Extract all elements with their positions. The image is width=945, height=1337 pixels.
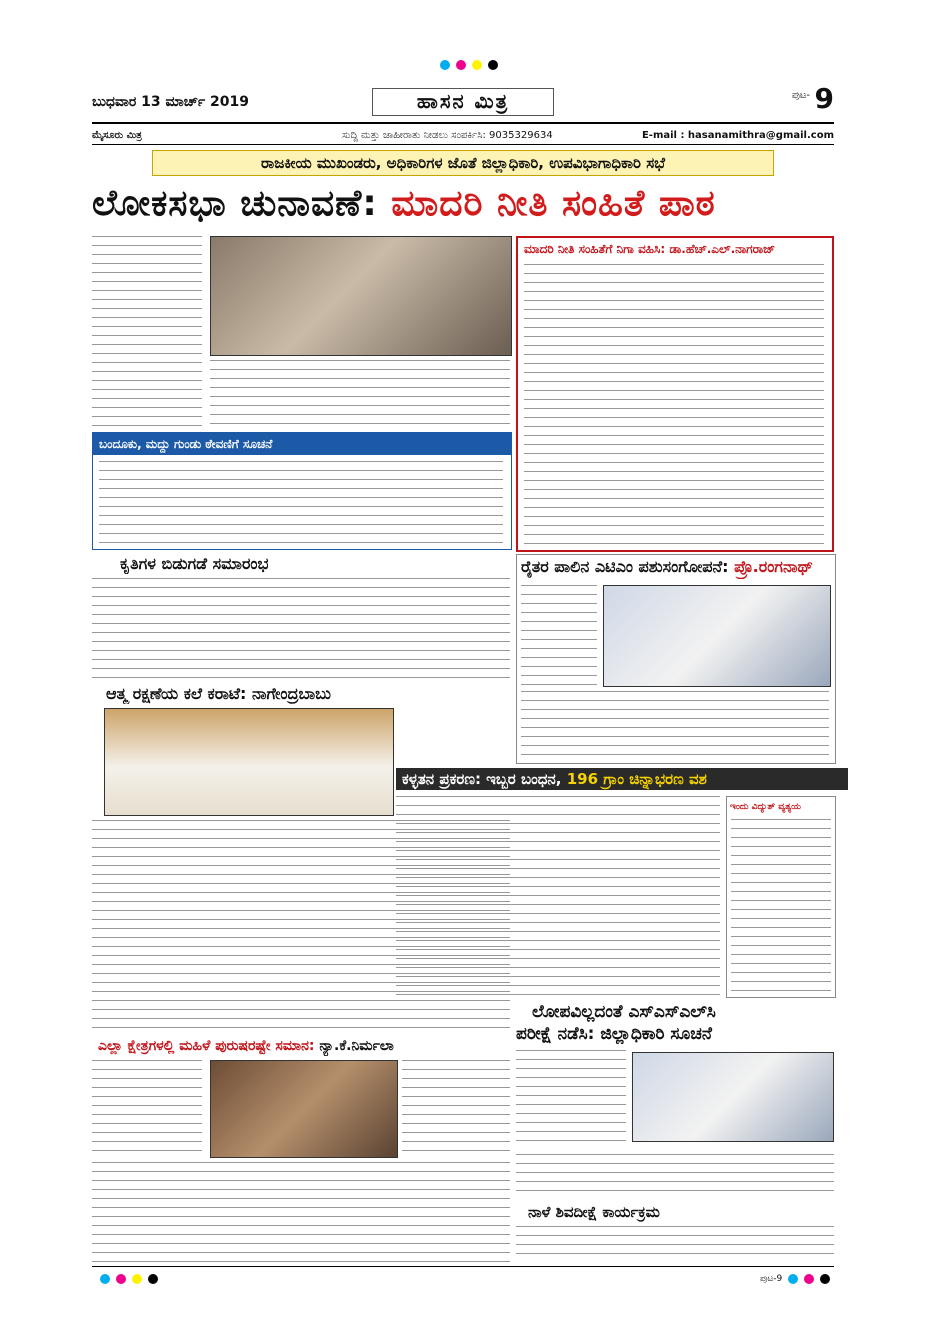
- lead-headline-red: ಮಾದರಿ ನೀತಿ ಸಂಹಿತೆ ಪಾಠ: [391, 183, 716, 224]
- email-line: E-mail : hasanamithra@gmail.com: [641, 130, 834, 141]
- weapons-story-box: [92, 432, 512, 550]
- registration-dot: [820, 1274, 830, 1284]
- atm-story-text-2: [521, 691, 829, 757]
- registration-dot: [100, 1274, 110, 1284]
- sslc-story-text: [516, 1050, 626, 1148]
- sslc-story-text-2: [516, 1154, 834, 1198]
- footer-page-label-text: ಪುಟ-: [760, 1274, 777, 1284]
- shivadeeksha-story-text: [516, 1226, 834, 1262]
- registration-dot: [788, 1274, 798, 1284]
- power-story-box: [726, 796, 836, 998]
- registration-dot: [456, 60, 466, 70]
- power-story-text: [731, 819, 831, 991]
- registration-dot: [116, 1274, 126, 1284]
- sslc-story-photo: [632, 1052, 834, 1142]
- sslc-story-headline-1: ಲೋಪವಿಲ್ಲದಂತೆ ಎಸ್‌ಎಸ್‌ಎಲ್‌ಸಿ: [532, 1002, 716, 1022]
- atm-story-headline-red: ಪ್ರೊ.ರಂಗನಾಥ್: [734, 557, 814, 576]
- power-story-headline: ಇಂದು ವಿದ್ಯುತ್ ವ್ಯತ್ಯಯ: [730, 802, 801, 812]
- footer-page-label: [760, 1274, 782, 1284]
- registration-dot: [488, 60, 498, 70]
- weapons-story-text: [99, 461, 503, 543]
- lead-story-text-2: [210, 360, 510, 426]
- lead-story-photo: [210, 236, 512, 356]
- newspaper-title: ಹಾಸನ ಮಿತ್ರ: [372, 88, 554, 116]
- page-label: ಪುಟ-: [791, 90, 810, 101]
- monitor-story-text: [524, 264, 824, 544]
- karate-story-photo: [104, 708, 394, 816]
- atm-story-box: [516, 554, 836, 764]
- lead-headline-black: ಲೋಕಸಭಾ ಚುನಾವಣೆ:: [92, 183, 378, 224]
- strip-rule: [92, 144, 834, 145]
- lead-headline: [92, 180, 834, 228]
- registration-dot: [472, 60, 482, 70]
- monitor-story-box: [516, 236, 834, 552]
- women-story-text-2: [402, 1060, 510, 1156]
- theft-story-headline: [396, 768, 848, 790]
- contact-line: ಸುದ್ದಿ ಮತ್ತು ಜಾಹೀರಾತು ನೀಡಲು ಸಂಪರ್ಕಿಸಿ: 9035329634: [342, 130, 553, 141]
- karate-story-headline: ಆತ್ಮ ರಕ್ಷಣೆಯ ಕಲೆ ಕರಾಟೆ: ನಾಗೇಂದ್ರಬಾಬು: [106, 684, 332, 703]
- newspaper-page: [92, 82, 834, 1268]
- women-story-headline-black: ನ್ಯಾ.ಕೆ.ನಿರ್ಮಲಾ: [319, 1038, 394, 1054]
- women-story-headline-red: ಎಲ್ಲಾ ಕ್ಷೇತ್ರಗಳಲ್ಲಿ ಮಹಿಳೆ ಪುರುಷರಷ್ಟೇ ಸಮಾನ:: [98, 1038, 315, 1054]
- issue-date: ಬುಧವಾರ 13 ಮಾರ್ಚ್ 2019: [92, 94, 249, 110]
- footer-page-number: 9: [776, 1274, 783, 1284]
- atm-story-photo: [603, 585, 831, 687]
- atm-story-headline: [517, 555, 835, 579]
- books-story-text: [92, 578, 510, 678]
- shivadeeksha-story-headline: ನಾಳೆ ಶಿವದೀಕ್ಷೆ ಕಾರ್ಯಕ್ರಮ: [528, 1203, 660, 1221]
- theft-story-text: [396, 796, 720, 996]
- page-number: 9: [814, 82, 834, 115]
- books-story-headline: ಕೃತಿಗಳ ಬಿಡುಗಡೆ ಸಮಾರಂಭ: [120, 554, 269, 573]
- women-story-headline: [98, 1036, 510, 1056]
- women-story-text-3: [92, 1162, 510, 1262]
- theft-story-headline-white: ಕಳ್ಳತನ ಪ್ರಕರಣ: ಇಬ್ಬರ ಬಂಧನ,: [402, 770, 562, 788]
- masthead-rule: [92, 122, 834, 124]
- registration-dot: [132, 1274, 142, 1284]
- sister-paper-name: ಮೈಸೂರು ಮಿತ್ರ: [92, 130, 142, 141]
- registration-dot: [148, 1274, 158, 1284]
- atm-story-text: [521, 585, 597, 685]
- women-story-photo: [210, 1060, 398, 1158]
- registration-dot: [440, 60, 450, 70]
- atm-story-headline-black: ರೈತರ ಪಾಲಿನ ಎಟಿಎಂ ಪಶುಸಂಗೋಪನೆ:: [521, 557, 729, 576]
- footer-rule: [92, 1266, 834, 1267]
- weapons-story-headline: ಬಂದೂಕು, ಮದ್ದು ಗುಂಡು ಠೇವಣಿಗೆ ಸೂಚನೆ: [93, 433, 511, 455]
- registration-dot: [804, 1274, 814, 1284]
- lead-kicker: ರಾಜಕೀಯ ಮುಖಂಡರು, ಅಧಿಕಾರಿಗಳ ಜೊತೆ ಜಿಲ್ಲಾಧಿಕಾರಿ, ಉಪವಿಭಾಗಾಧಿಕಾರಿ ಸಭೆ: [152, 150, 774, 176]
- theft-story-headline-yellow: 196 ಗ್ರಾಂ ಚಿನ್ನಾಭರಣ ವಶ: [566, 770, 707, 788]
- lead-story-text: [92, 236, 202, 426]
- women-story-text: [92, 1060, 202, 1156]
- monitor-story-headline: ಮಾದರಿ ನೀತಿ ಸಂಹಿತೆಗೆ ನಿಗಾ ವಹಿಸಿ: ಡಾ.ಹೆಚ್.ಎಲ್.ನಾಗರಾಜ್: [524, 242, 776, 256]
- sslc-story-headline-2: ಪರೀಕ್ಷೆ ನಡೆಸಿ: ಜಿಲ್ಲಾಧಿಕಾರಿ ಸೂಚನೆ: [516, 1024, 712, 1044]
